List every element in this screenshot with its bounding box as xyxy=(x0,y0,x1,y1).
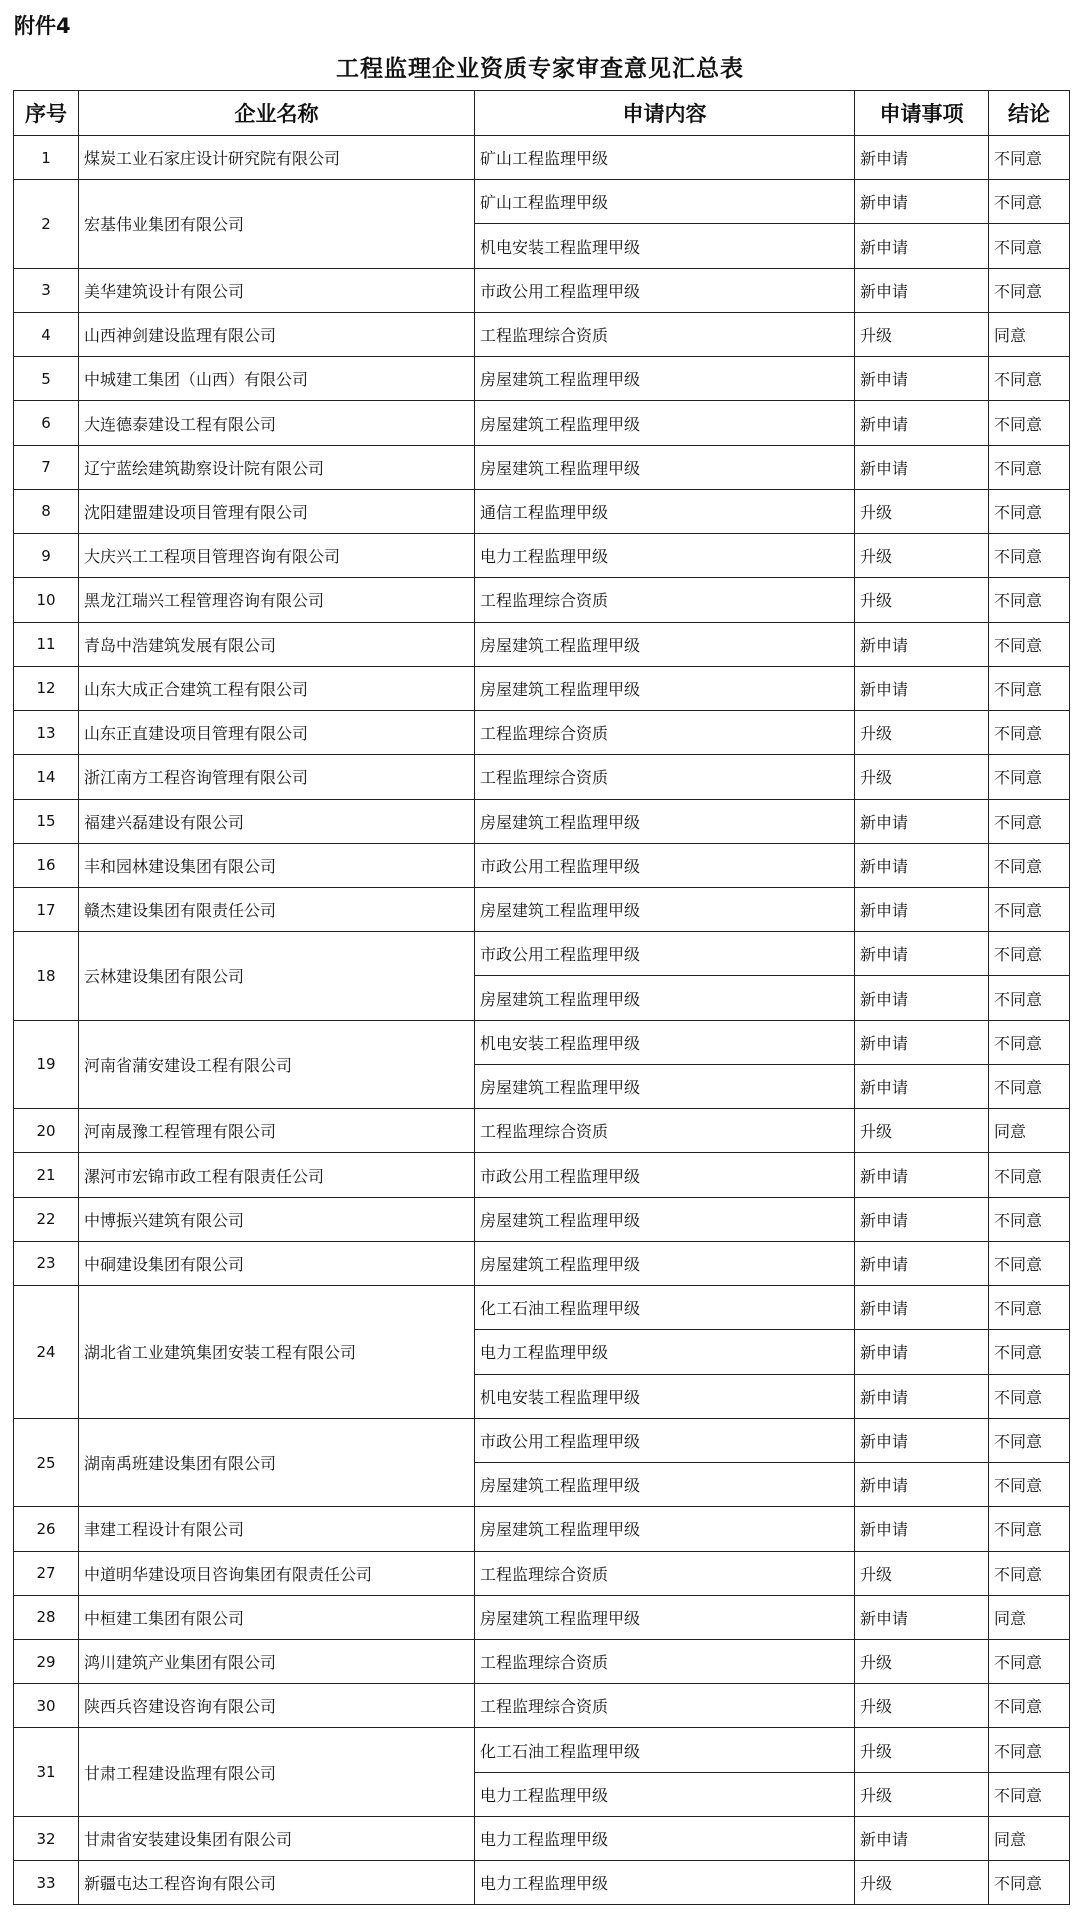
conclusion: 不同意 xyxy=(989,357,1070,401)
application-content: 通信工程监理甲级 xyxy=(475,489,855,533)
table-row xyxy=(14,1020,1070,1064)
table-row xyxy=(14,489,1070,533)
application-type: 升级 xyxy=(855,1551,989,1595)
table-row xyxy=(14,578,1070,622)
company-name: 甘肃省安装建设集团有限公司 xyxy=(79,1816,475,1860)
application-type: 新申请 xyxy=(855,1197,989,1241)
application-type: 新申请 xyxy=(855,622,989,666)
row-number: 14 xyxy=(14,755,79,799)
table-row xyxy=(14,1595,1070,1639)
application-content: 工程监理综合资质 xyxy=(475,1551,855,1595)
company-name: 沈阳建盟建设项目管理有限公司 xyxy=(79,489,475,533)
conclusion: 不同意 xyxy=(989,1507,1070,1551)
company-name: 大庆兴工工程项目管理咨询有限公司 xyxy=(79,534,475,578)
table-header xyxy=(14,91,1070,136)
company-name: 新疆屯达工程咨询有限公司 xyxy=(79,1861,475,1905)
application-content: 房屋建筑工程监理甲级 xyxy=(475,357,855,401)
conclusion: 同意 xyxy=(989,312,1070,356)
header-application-content: 申请内容 xyxy=(475,91,855,136)
application-type: 新申请 xyxy=(855,976,989,1020)
row-number: 26 xyxy=(14,1507,79,1551)
company-name: 赣杰建设集团有限责任公司 xyxy=(79,887,475,931)
conclusion: 不同意 xyxy=(989,932,1070,976)
table-row xyxy=(14,401,1070,445)
company-name: 浙江南方工程咨询管理有限公司 xyxy=(79,755,475,799)
row-number: 5 xyxy=(14,357,79,401)
table-row xyxy=(14,1728,1070,1772)
company-name: 山东大成正合建筑工程有限公司 xyxy=(79,666,475,710)
application-type: 新申请 xyxy=(855,401,989,445)
application-content: 电力工程监理甲级 xyxy=(475,1330,855,1374)
table-row xyxy=(14,1639,1070,1683)
company-name: 中道明华建设项目咨询集团有限责任公司 xyxy=(79,1551,475,1595)
conclusion: 不同意 xyxy=(989,578,1070,622)
application-type: 新申请 xyxy=(855,666,989,710)
table-body xyxy=(14,136,1070,1905)
application-type: 新申请 xyxy=(855,932,989,976)
application-type: 新申请 xyxy=(855,887,989,931)
application-content: 电力工程监理甲级 xyxy=(475,1816,855,1860)
table-row xyxy=(14,1507,1070,1551)
application-type: 新申请 xyxy=(855,1330,989,1374)
table-row xyxy=(14,1197,1070,1241)
row-number: 13 xyxy=(14,711,79,755)
application-content: 房屋建筑工程监理甲级 xyxy=(475,445,855,489)
table-row xyxy=(14,843,1070,887)
company-name: 美华建筑设计有限公司 xyxy=(79,268,475,312)
row-number: 17 xyxy=(14,887,79,931)
company-name: 福建兴磊建设有限公司 xyxy=(79,799,475,843)
table-row xyxy=(14,1241,1070,1285)
company-name: 煤炭工业石家庄设计研究院有限公司 xyxy=(79,136,475,180)
row-number: 18 xyxy=(14,932,79,1020)
header-application-type: 申请事项 xyxy=(855,91,989,136)
application-type: 升级 xyxy=(855,1861,989,1905)
application-content: 房屋建筑工程监理甲级 xyxy=(475,1507,855,1551)
conclusion: 同意 xyxy=(989,1816,1070,1860)
conclusion: 不同意 xyxy=(989,268,1070,312)
table-row xyxy=(14,1109,1070,1153)
application-content: 矿山工程监理甲级 xyxy=(475,180,855,224)
application-type: 新申请 xyxy=(855,1020,989,1064)
company-name: 漯河市宏锦市政工程有限责任公司 xyxy=(79,1153,475,1197)
application-content: 市政公用工程监理甲级 xyxy=(475,268,855,312)
header-row xyxy=(14,91,1070,136)
company-name: 山西神剑建设监理有限公司 xyxy=(79,312,475,356)
row-number: 9 xyxy=(14,534,79,578)
conclusion: 不同意 xyxy=(989,1463,1070,1507)
application-type: 升级 xyxy=(855,755,989,799)
conclusion: 不同意 xyxy=(989,1241,1070,1285)
row-number: 11 xyxy=(14,622,79,666)
application-content: 市政公用工程监理甲级 xyxy=(475,1153,855,1197)
row-number: 25 xyxy=(14,1418,79,1506)
row-number: 23 xyxy=(14,1241,79,1285)
row-number: 7 xyxy=(14,445,79,489)
conclusion: 不同意 xyxy=(989,1418,1070,1462)
application-type: 升级 xyxy=(855,534,989,578)
row-number: 19 xyxy=(14,1020,79,1108)
application-type: 新申请 xyxy=(855,1374,989,1418)
application-type: 新申请 xyxy=(855,1507,989,1551)
application-type: 新申请 xyxy=(855,1286,989,1330)
row-number: 12 xyxy=(14,666,79,710)
table-row xyxy=(14,1286,1070,1330)
conclusion: 不同意 xyxy=(989,843,1070,887)
application-type: 新申请 xyxy=(855,224,989,268)
conclusion: 不同意 xyxy=(989,224,1070,268)
application-type: 新申请 xyxy=(855,445,989,489)
company-name: 丰和园林建设集团有限公司 xyxy=(79,843,475,887)
conclusion: 不同意 xyxy=(989,1374,1070,1418)
review-summary-table xyxy=(13,90,1070,1905)
page-title: 工程监理企业资质专家审查意见汇总表 xyxy=(336,56,744,82)
table-row xyxy=(14,622,1070,666)
company-name: 辽宁蓝绘建筑勘察设计院有限公司 xyxy=(79,445,475,489)
conclusion: 不同意 xyxy=(989,1728,1070,1772)
company-name: 河南省蒲安建设工程有限公司 xyxy=(79,1020,475,1108)
company-name: 云林建设集团有限公司 xyxy=(79,932,475,1020)
header-company-name: 企业名称 xyxy=(79,91,475,136)
company-name: 中硐建设集团有限公司 xyxy=(79,1241,475,1285)
conclusion: 同意 xyxy=(989,1595,1070,1639)
table-row xyxy=(14,534,1070,578)
table-row xyxy=(14,1153,1070,1197)
conclusion: 不同意 xyxy=(989,1861,1070,1905)
application-type: 升级 xyxy=(855,1109,989,1153)
company-name: 河南晟豫工程管理有限公司 xyxy=(79,1109,475,1153)
row-number: 21 xyxy=(14,1153,79,1197)
application-content: 市政公用工程监理甲级 xyxy=(475,843,855,887)
table-row xyxy=(14,1684,1070,1728)
application-content: 机电安装工程监理甲级 xyxy=(475,224,855,268)
application-type: 新申请 xyxy=(855,268,989,312)
application-type: 新申请 xyxy=(855,1595,989,1639)
attachment-label: 附件4 xyxy=(14,14,71,38)
application-type: 新申请 xyxy=(855,799,989,843)
application-content: 房屋建筑工程监理甲级 xyxy=(475,1595,855,1639)
table-row xyxy=(14,1861,1070,1905)
application-content: 化工石油工程监理甲级 xyxy=(475,1286,855,1330)
row-number: 28 xyxy=(14,1595,79,1639)
conclusion: 不同意 xyxy=(989,445,1070,489)
application-type: 新申请 xyxy=(855,357,989,401)
row-number: 16 xyxy=(14,843,79,887)
row-number: 22 xyxy=(14,1197,79,1241)
table-row xyxy=(14,180,1070,224)
application-content: 工程监理综合资质 xyxy=(475,1639,855,1683)
application-content: 工程监理综合资质 xyxy=(475,312,855,356)
application-type: 新申请 xyxy=(855,136,989,180)
table-row xyxy=(14,1418,1070,1462)
table-row xyxy=(14,711,1070,755)
application-content: 房屋建筑工程监理甲级 xyxy=(475,401,855,445)
table-row xyxy=(14,666,1070,710)
table-row xyxy=(14,932,1070,976)
company-name: 湖南禹班建设集团有限公司 xyxy=(79,1418,475,1506)
application-type: 新申请 xyxy=(855,1463,989,1507)
row-number: 32 xyxy=(14,1816,79,1860)
conclusion: 不同意 xyxy=(989,180,1070,224)
application-content: 工程监理综合资质 xyxy=(475,711,855,755)
conclusion: 不同意 xyxy=(989,1330,1070,1374)
application-content: 房屋建筑工程监理甲级 xyxy=(475,799,855,843)
row-number: 1 xyxy=(14,136,79,180)
conclusion: 不同意 xyxy=(989,666,1070,710)
company-name: 大连德泰建设工程有限公司 xyxy=(79,401,475,445)
row-number: 27 xyxy=(14,1551,79,1595)
application-type: 升级 xyxy=(855,1684,989,1728)
row-number: 33 xyxy=(14,1861,79,1905)
row-number: 2 xyxy=(14,180,79,268)
row-number: 10 xyxy=(14,578,79,622)
application-content: 矿山工程监理甲级 xyxy=(475,136,855,180)
application-content: 房屋建筑工程监理甲级 xyxy=(475,666,855,710)
application-content: 化工石油工程监理甲级 xyxy=(475,1728,855,1772)
row-number: 20 xyxy=(14,1109,79,1153)
row-number: 15 xyxy=(14,799,79,843)
conclusion: 不同意 xyxy=(989,401,1070,445)
company-name: 黑龙江瑞兴工程管理咨询有限公司 xyxy=(79,578,475,622)
application-content: 电力工程监理甲级 xyxy=(475,1861,855,1905)
conclusion: 不同意 xyxy=(989,136,1070,180)
application-content: 房屋建筑工程监理甲级 xyxy=(475,976,855,1020)
application-content: 市政公用工程监理甲级 xyxy=(475,932,855,976)
application-content: 机电安装工程监理甲级 xyxy=(475,1020,855,1064)
conclusion: 不同意 xyxy=(989,976,1070,1020)
company-name: 中桓建工集团有限公司 xyxy=(79,1595,475,1639)
application-type: 新申请 xyxy=(855,180,989,224)
conclusion: 不同意 xyxy=(989,1153,1070,1197)
application-type: 升级 xyxy=(855,711,989,755)
conclusion: 不同意 xyxy=(989,1639,1070,1683)
application-content: 工程监理综合资质 xyxy=(475,755,855,799)
application-content: 工程监理综合资质 xyxy=(475,1684,855,1728)
application-content: 房屋建筑工程监理甲级 xyxy=(475,622,855,666)
row-number: 6 xyxy=(14,401,79,445)
application-content: 工程监理综合资质 xyxy=(475,578,855,622)
company-name: 湖北省工业建筑集团安装工程有限公司 xyxy=(79,1286,475,1419)
application-type: 升级 xyxy=(855,312,989,356)
application-type: 升级 xyxy=(855,489,989,533)
conclusion: 不同意 xyxy=(989,1286,1070,1330)
table-row xyxy=(14,887,1070,931)
application-type: 升级 xyxy=(855,578,989,622)
conclusion: 不同意 xyxy=(989,1197,1070,1241)
application-type: 新申请 xyxy=(855,1418,989,1462)
table-row xyxy=(14,1816,1070,1860)
conclusion: 不同意 xyxy=(989,489,1070,533)
company-name: 聿建工程设计有限公司 xyxy=(79,1507,475,1551)
table-row xyxy=(14,312,1070,356)
row-number: 30 xyxy=(14,1684,79,1728)
company-name: 中博振兴建筑有限公司 xyxy=(79,1197,475,1241)
application-content: 市政公用工程监理甲级 xyxy=(475,1418,855,1462)
company-name: 陕西兵咨建设咨询有限公司 xyxy=(79,1684,475,1728)
conclusion: 不同意 xyxy=(989,1772,1070,1816)
row-number: 24 xyxy=(14,1286,79,1419)
row-number: 29 xyxy=(14,1639,79,1683)
application-type: 新申请 xyxy=(855,1064,989,1108)
application-content: 电力工程监理甲级 xyxy=(475,534,855,578)
conclusion: 不同意 xyxy=(989,534,1070,578)
application-content: 房屋建筑工程监理甲级 xyxy=(475,1463,855,1507)
row-number: 3 xyxy=(14,268,79,312)
conclusion: 同意 xyxy=(989,1109,1070,1153)
application-type: 升级 xyxy=(855,1728,989,1772)
table-row xyxy=(14,357,1070,401)
conclusion: 不同意 xyxy=(989,1551,1070,1595)
application-content: 房屋建筑工程监理甲级 xyxy=(475,1197,855,1241)
application-type: 升级 xyxy=(855,1639,989,1683)
company-name: 青岛中浩建筑发展有限公司 xyxy=(79,622,475,666)
company-name: 宏基伟业集团有限公司 xyxy=(79,180,475,268)
table-row xyxy=(14,136,1070,180)
application-type: 新申请 xyxy=(855,1153,989,1197)
row-number: 31 xyxy=(14,1728,79,1816)
table-row xyxy=(14,445,1070,489)
application-content: 工程监理综合资质 xyxy=(475,1109,855,1153)
company-name: 甘肃工程建设监理有限公司 xyxy=(79,1728,475,1816)
conclusion: 不同意 xyxy=(989,755,1070,799)
application-content: 房屋建筑工程监理甲级 xyxy=(475,1241,855,1285)
application-content: 电力工程监理甲级 xyxy=(475,1772,855,1816)
company-name: 鸿川建筑产业集团有限公司 xyxy=(79,1639,475,1683)
conclusion: 不同意 xyxy=(989,799,1070,843)
application-type: 新申请 xyxy=(855,843,989,887)
table-row xyxy=(14,755,1070,799)
header-no: 序号 xyxy=(14,91,79,136)
conclusion: 不同意 xyxy=(989,1684,1070,1728)
application-type: 新申请 xyxy=(855,1816,989,1860)
conclusion: 不同意 xyxy=(989,622,1070,666)
table-row xyxy=(14,799,1070,843)
table-row xyxy=(14,1551,1070,1595)
row-number: 4 xyxy=(14,312,79,356)
conclusion: 不同意 xyxy=(989,887,1070,931)
application-type: 升级 xyxy=(855,1772,989,1816)
table-row xyxy=(14,268,1070,312)
conclusion: 不同意 xyxy=(989,711,1070,755)
conclusion: 不同意 xyxy=(989,1020,1070,1064)
company-name: 山东正直建设项目管理有限公司 xyxy=(79,711,475,755)
application-content: 房屋建筑工程监理甲级 xyxy=(475,887,855,931)
row-number: 8 xyxy=(14,489,79,533)
application-type: 新申请 xyxy=(855,1241,989,1285)
application-content: 房屋建筑工程监理甲级 xyxy=(475,1064,855,1108)
header-conclusion: 结论 xyxy=(989,91,1070,136)
conclusion: 不同意 xyxy=(989,1064,1070,1108)
application-content: 机电安装工程监理甲级 xyxy=(475,1374,855,1418)
company-name: 中城建工集团（山西）有限公司 xyxy=(79,357,475,401)
